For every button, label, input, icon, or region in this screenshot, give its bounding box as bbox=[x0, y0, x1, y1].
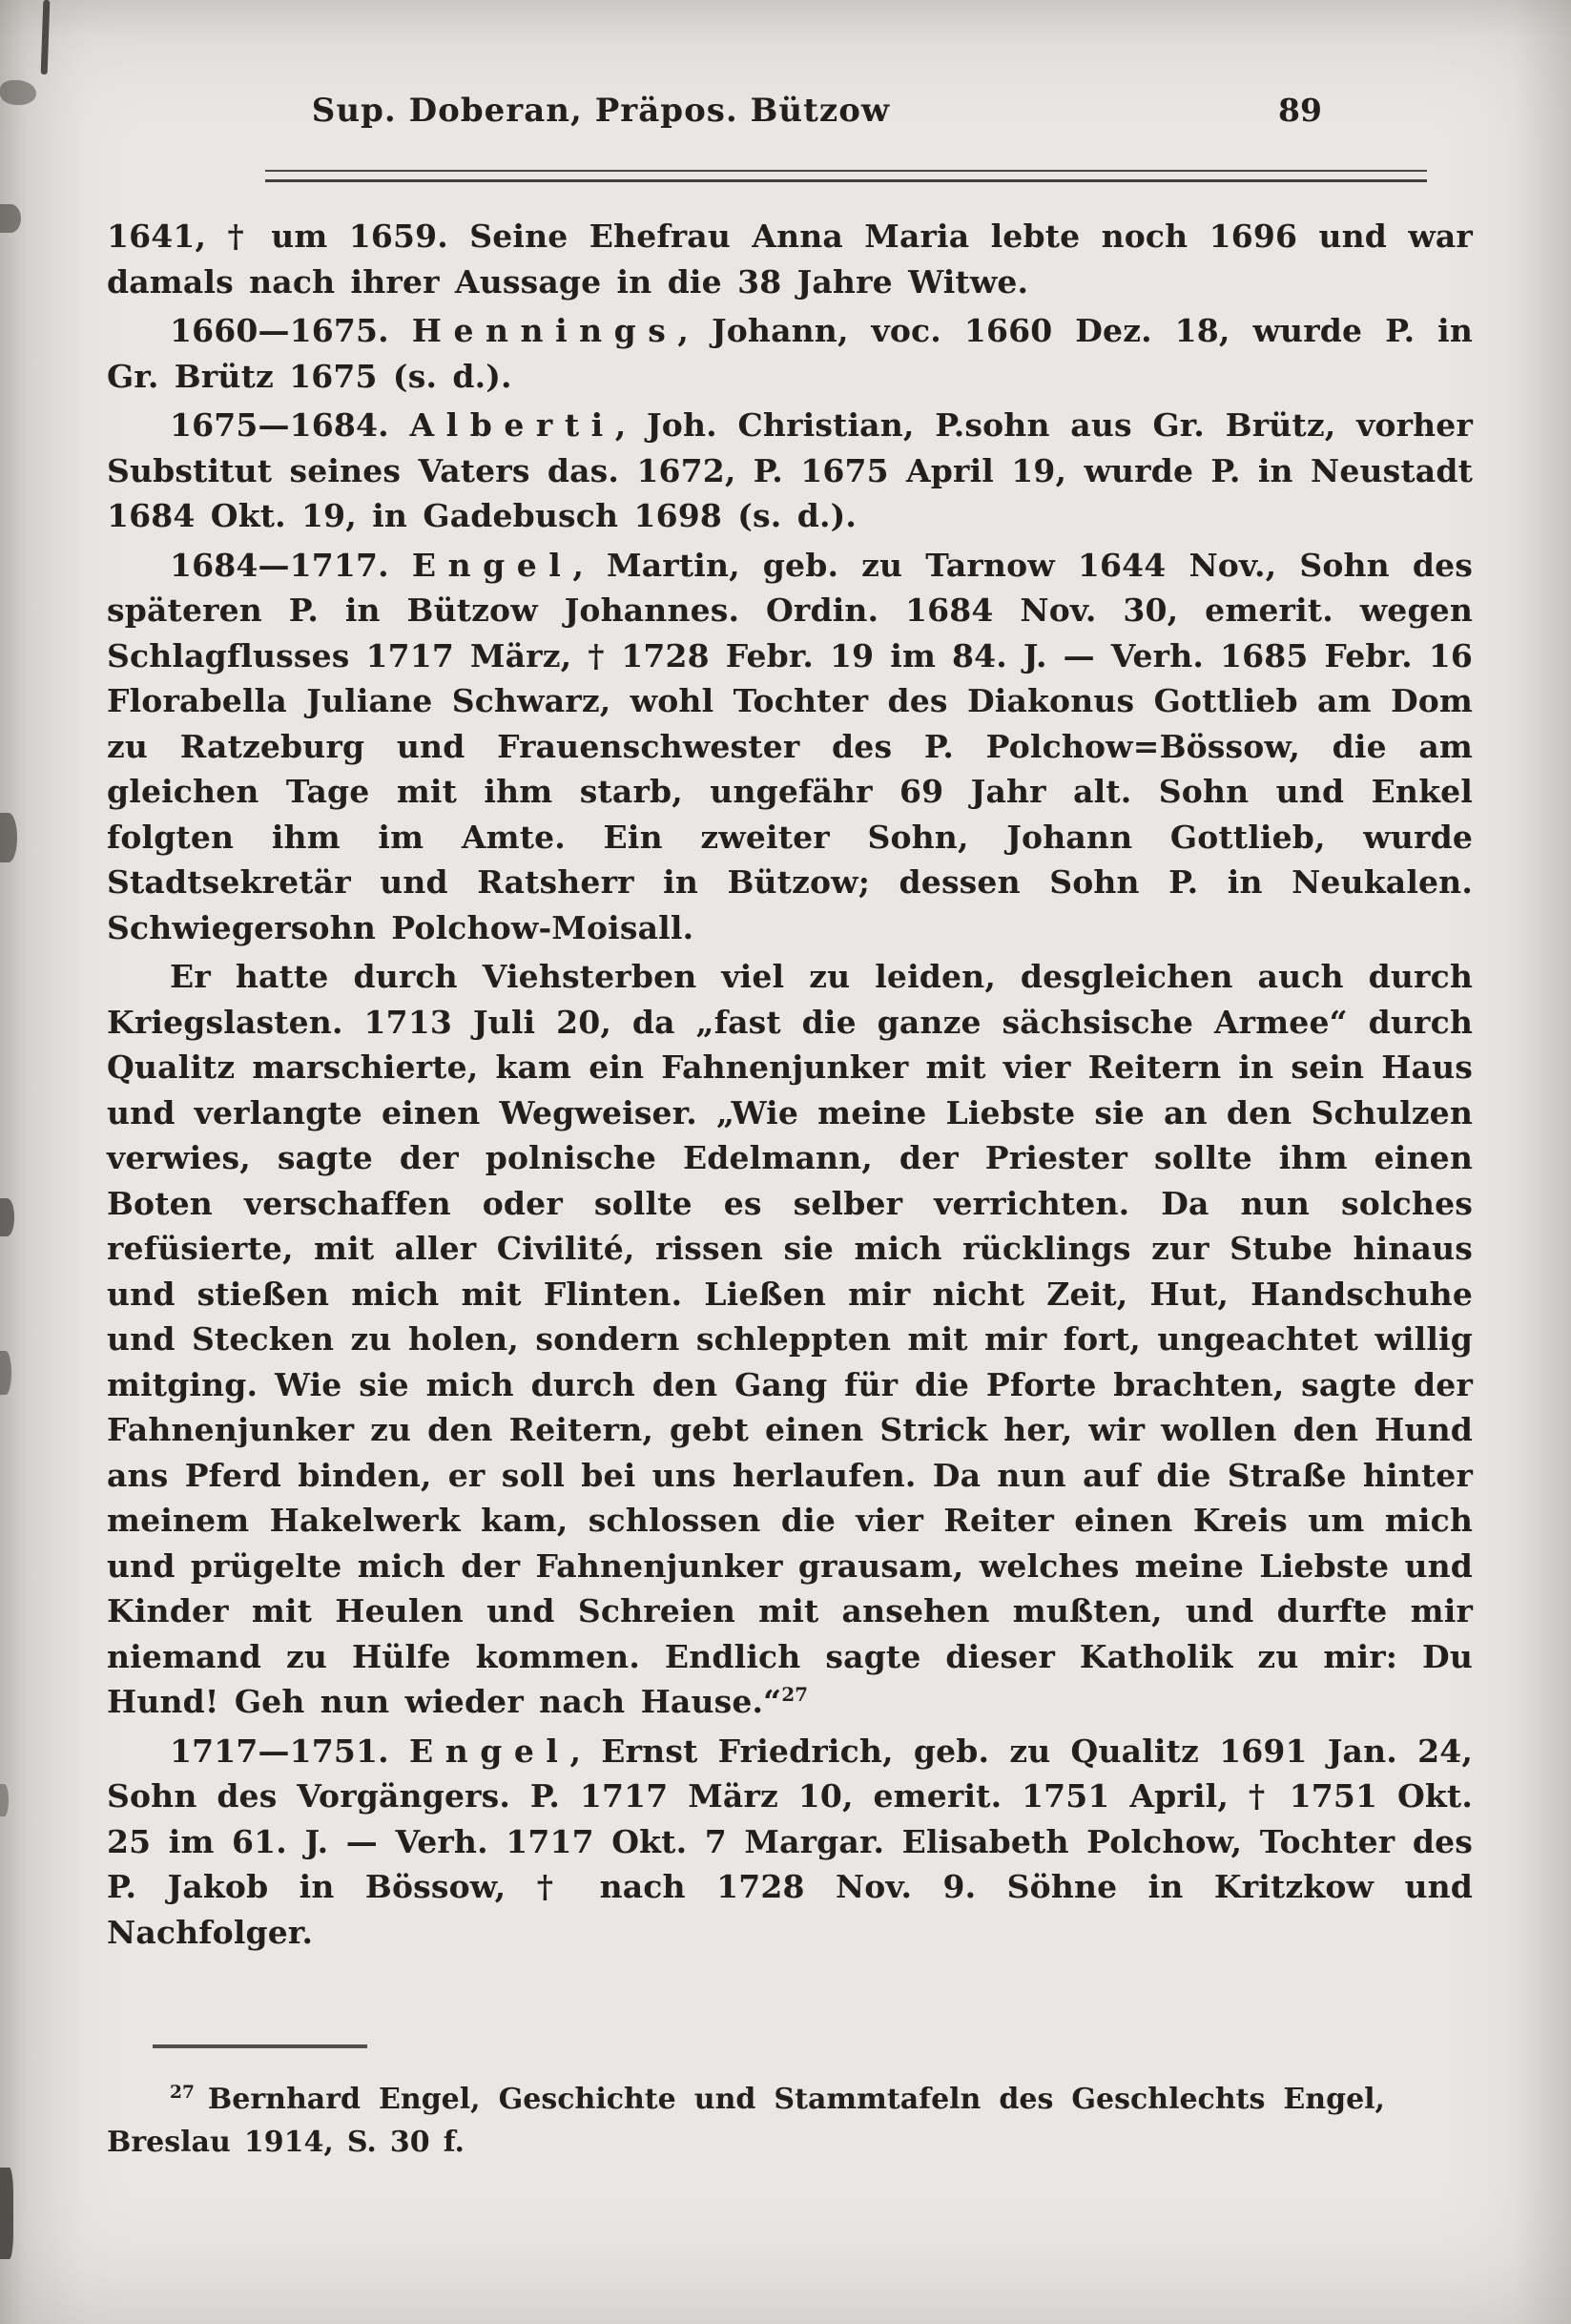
scan-artifact bbox=[0, 1784, 9, 1816]
scan-artifact bbox=[0, 204, 21, 233]
body-text bbox=[107, 214, 1473, 1959]
header-rule bbox=[265, 170, 1427, 182]
scan-artifact bbox=[0, 1198, 14, 1236]
paragraph: 1675—1684. Alberti, Joh. Christian, P.sohn aus Gr. Brütz, vorher Substitut seines Vaters das. 1672, P. 1675 April 19, wurde P. in Neustadt 1684 Okt. 19, in Gadebusch 1698 (s. d.). bbox=[107, 406, 1474, 534]
paragraph: 1717—1751. Engel, Ernst Friedrich, geb. zu Qualitz 1691 Jan. 24, Sohn des Vorgängers. P. 1717 März 10, emerit. 1751 April, † 1751 Okt. 25 im 61. J. — Verh. 1717 Okt. 7 Margar. Elisabeth Polchow, Tochter des P. Jakob in Bössow, † nach 1728 Nov. 9. Söhne in Kritzkow und Nachfolger. bbox=[107, 1732, 1473, 1951]
footnote-marker: 27 bbox=[170, 2083, 195, 2103]
footnote bbox=[107, 2078, 1385, 2164]
footnote-text: Bernhard Engel, Geschichte und Stammtafeln des Geschlechts Engel, Breslau 1914, S. 30 f. bbox=[107, 2083, 1385, 2159]
scan-artifact bbox=[0, 813, 17, 862]
footnote-ref: 27 bbox=[781, 1683, 809, 1706]
paragraph: 1641, † um 1659. Seine Ehefrau Anna Maria lebte noch 1696 und war damals nach ihrer Aussage in die 38 Jahre Witwe. bbox=[107, 218, 1473, 301]
footnote-rule bbox=[153, 2044, 367, 2048]
running-header-title: Sup. Doberan, Präpos. Bützow bbox=[311, 92, 891, 130]
paragraph: Er hatte durch Viehsterben viel zu leiden, desgleichen auch durch Kriegslasten. 1713 Juli 20, da „fast die ganze sächsische Armee“ durch Qualitz marschierte, kam ein Fahnenjunker mit vier Reitern in sein Haus und verlangte einen Wegweiser. „Wie meine Liebste sie an den Schulzen verwies, sagte der polnische Edelmann, der Priester sollte ihm einen Boten verschaffen oder sollte es selber verrichten. Da nun solches refüsierte, mit aller Civilité, rissen sie mich rücklings zur Stube hinaus und stießen mich mit Flinten. Ließen mir nicht Zeit, Hut, Handschuhe und Stecken zu holen, sondern schleppten mit mir fort, ungeachtet willig mitging. Wie sie mich durch den Gang für die Pforte brachten, sagte der Fahnenjunker zu den Reitern, gebt einen Strick her, wir wollen den Hund ans Pferd binden, er soll bei uns herlaufen. Da nun auf die Straße hinter meinem Hakelwerk kam, schlossen die vier Reiter einen Kreis um mich und prügelte mich der Fahnenjunker grausam, welches meine Liebste und Kinder mit Heulen und Schreien mit ansehen mußten, und durfte mir niemand zu Hülfe kommen. Endlich sagte dieser Katholik zu mir: Du Hund! Geh nun wieder nach Hause.“$^{27}$ bbox=[107, 958, 1473, 1720]
page-number: 89 bbox=[1278, 92, 1322, 129]
scan-artifact bbox=[0, 2168, 13, 2259]
paragraph: 1660—1675. Hennings, Johann, voc. 1660 Dez. 18, wurde P. in Gr. Brütz 1675 (s. d.). bbox=[107, 312, 1474, 395]
scan-artifact bbox=[0, 80, 36, 105]
paragraph: 1684—1717. Engel, Martin, geb. zu Tarnow 1644 Nov., Sohn des späteren P. in Bützow Johannes. Ordin. 1684 Nov. 30, emerit. wegen Schlagflusses 1717 März, † 1728 Febr. 19 im 84. J. — Verh. 1685 Febr. 16 Florabella Juliane Schwarz, wohl Tochter des Diakonus Gottlieb am Dom zu Ratzeburg und Frauenschwester des P. Polchow=Bössow, die am gleichen Tage mit ihm starb, ungefähr 69 Jahr alt. Sohn und Enkel folgten ihm im Amte. Ein zweiter Sohn, Johann Gottlieb, wurde Stadtsekretär und Ratsherr in Bützow; dessen Sohn P. in Neukalen. Schwiegersohn Polchow-Moisall. bbox=[107, 546, 1474, 946]
scan-artifact bbox=[0, 1351, 11, 1395]
scan-artifact bbox=[41, 0, 51, 74]
